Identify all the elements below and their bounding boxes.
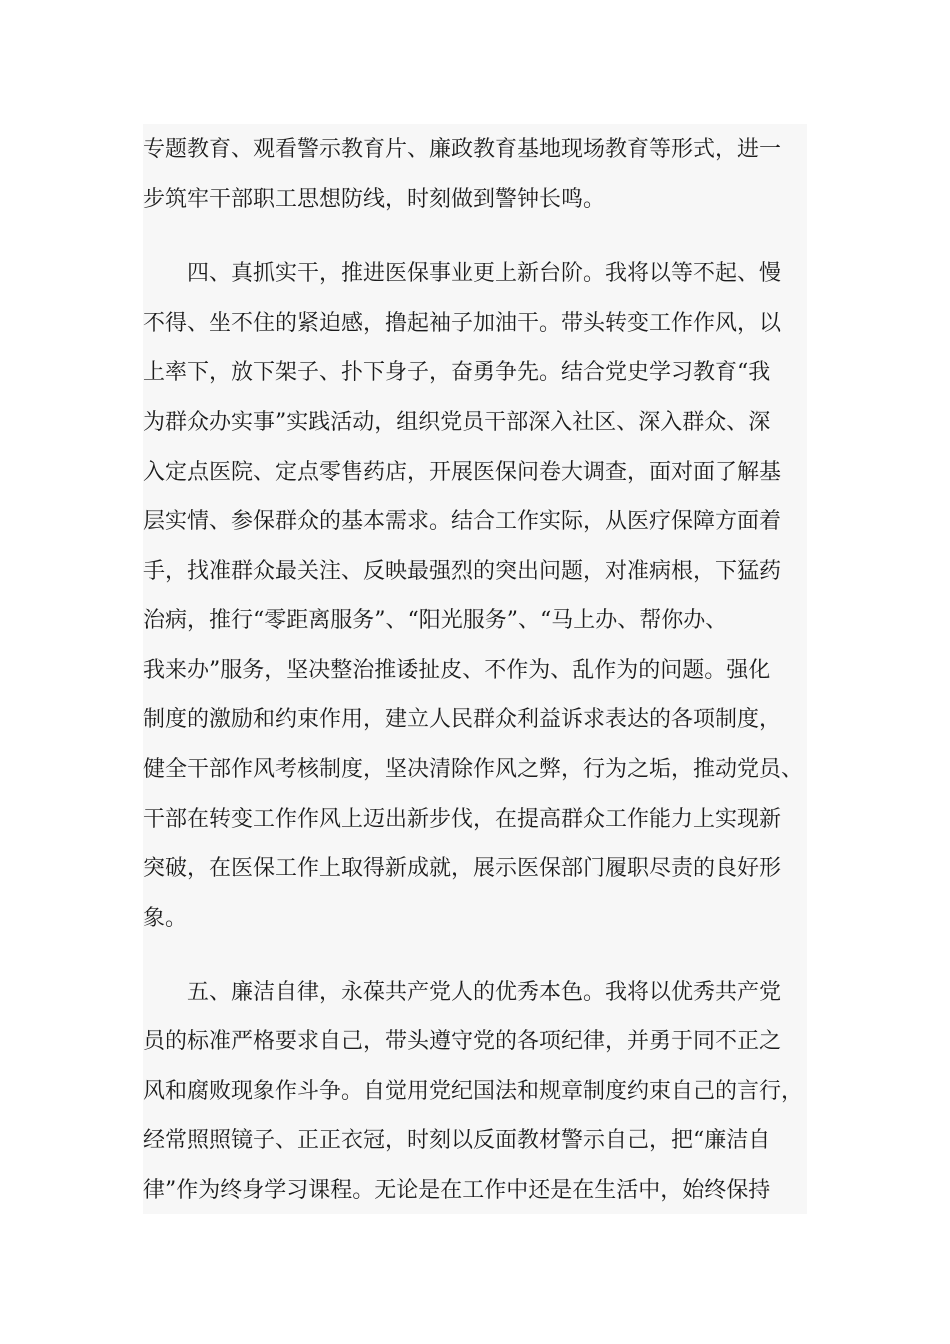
text-line: 上率下，放下架子、扑下身子，奋勇争先。结合党史学习教育“我	[143, 360, 771, 385]
text-line: 经常照照镜子、正正衣冠，时刻以反面教材警示自己，把“廉洁自	[143, 1128, 771, 1153]
text-line: 治病，推行“零距离服务”、“阳光服务”、“马上办、帮你办、	[143, 608, 728, 633]
text-line: 律”作为终身学习课程。无论是在工作中还是在生活中，始终保持	[143, 1178, 771, 1203]
paragraph-four-heading-line: 四、真抓实干，推进医保事业更上新台阶。我将以等不起、慢	[187, 261, 782, 286]
text-line: 突破，在医保工作上取得新成就，展示医保部门履职尽责的良好形	[143, 856, 782, 881]
text-line: 制度的激励和约束作用，建立人民群众利益诉求表达的各项制度，	[143, 707, 782, 732]
text-line: 我来办”服务，坚决整治推诿扯皮、不作为、乱作为的问题。强化	[143, 658, 771, 683]
paragraph-five-heading-line: 五、廉洁自律，永葆共产党人的优秀本色。我将以优秀共产党	[187, 980, 782, 1005]
text-line: 入定点医院、定点零售药店，开展医保问卷大调查，面对面了解基	[143, 460, 782, 485]
text-line: 风和腐败现象作斗争。自觉用党纪国法和规章制度约束自己的言行，	[143, 1079, 804, 1104]
text-line: 手，找准群众最关注、反映最强烈的突出问题，对准病根，下猛药	[143, 559, 782, 584]
text-line: 象。	[143, 906, 188, 931]
text-line: 步筑牢干部职工思想防线，时刻做到警钟长鸣。	[143, 187, 606, 212]
text-line: 员的标准严格要求自己，带头遵守党的各项纪律，并勇于同不正之	[143, 1029, 782, 1054]
text-line: 干部在转变工作作风上迈出新步伐，在提高群众工作能力上实现新	[143, 807, 782, 832]
text-line: 健全干部作风考核制度，坚决清除作风之弊，行为之垢，推动党员、	[143, 757, 804, 782]
text-line: 不得、坐不住的紧迫感，撸起袖子加油干。带头转变工作作风，以	[143, 311, 782, 336]
text-line: 层实情、参保群众的基本需求。结合工作实际，从医疗保障方面着	[143, 509, 782, 534]
text-line: 专题教育、观看警示教育片、廉政教育基地现场教育等形式，进一	[143, 137, 782, 162]
text-line: 为群众办实事”实践活动，组织党员干部深入社区、深入群众、深	[143, 410, 771, 435]
